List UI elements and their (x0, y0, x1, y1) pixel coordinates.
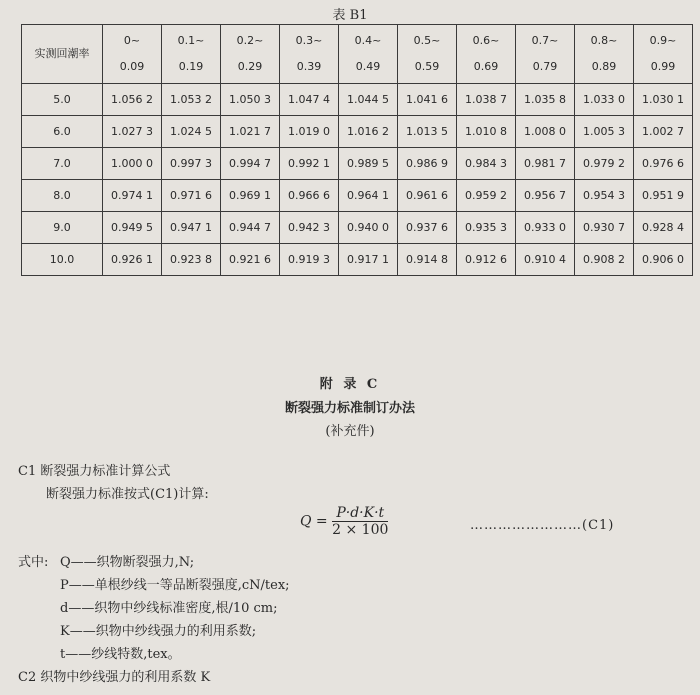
table-cell: 0.923 8 (162, 244, 221, 276)
c1-heading: C1 断裂强力标准计算公式 (18, 464, 171, 479)
table-cell: 1.021 7 (221, 116, 280, 148)
table-cell: 0.919 3 (280, 244, 339, 276)
table-row (22, 244, 693, 276)
table-cell: 1.016 2 (339, 116, 398, 148)
table-cell: 1.033 0 (575, 84, 634, 116)
table-cell: 1.013 5 (398, 116, 457, 148)
table-cell: 0.926 1 (103, 244, 162, 276)
formula-fraction (332, 505, 388, 538)
table-cell: 0.992 1 (280, 148, 339, 180)
table-cell: 0.997 3 (162, 148, 221, 180)
appendix-heading: 附 录 C (319, 377, 381, 392)
table-cell: 1.035 8 (516, 84, 575, 116)
definition-q: Q——织物断裂强力,N; (60, 555, 195, 570)
row-label: 5.0 (22, 84, 103, 116)
header-col-1: 0~ 0.09 (103, 25, 162, 84)
table-row (22, 84, 693, 116)
table-cell: 0.937 6 (398, 212, 457, 244)
table-cell: 0.986 9 (398, 148, 457, 180)
table-cell: 0.966 6 (280, 180, 339, 212)
table-cell: 0.940 0 (339, 212, 398, 244)
table-cell: 0.933 0 (516, 212, 575, 244)
table-cell: 0.912 6 (457, 244, 516, 276)
table-cell: 1.044 5 (339, 84, 398, 116)
appendix-title: 断裂强力标准制订办法 (284, 401, 415, 416)
header-col-9: 0.8~ 0.89 (575, 25, 634, 84)
definition-k: K——织物中纱线强力的利用系数; (60, 624, 257, 639)
table-cell: 0.954 3 (575, 180, 634, 212)
table-cell: 0.971 6 (162, 180, 221, 212)
where-intro: 式中: (18, 555, 49, 570)
row-label: 10.0 (22, 244, 103, 276)
header-col-6: 0.5~ 0.59 (398, 25, 457, 84)
table-cell: 1.047 4 (280, 84, 339, 116)
header-col-8: 0.7~ 0.79 (516, 25, 575, 84)
row-label: 7.0 (22, 148, 103, 180)
table-cell: 1.005 3 (575, 116, 634, 148)
table-cell: 1.038 7 (457, 84, 516, 116)
appendix-note: (补充件) (325, 424, 375, 439)
table-cell: 1.056 2 (103, 84, 162, 116)
table-cell: 0.956 7 (516, 180, 575, 212)
definition-p: P——单根纱线一等品断裂强度,cN/tex; (60, 578, 290, 593)
table-cell: 0.910 4 (516, 244, 575, 276)
header-label: 实测回潮率 (22, 25, 103, 84)
formula-numerator: P·d·K·t (332, 505, 388, 522)
table-cell: 0.908 2 (575, 244, 634, 276)
definition-t: t——纱线特数,tex。 (60, 647, 181, 662)
formula-c1 (300, 505, 388, 538)
table-cell: 1.050 3 (221, 84, 280, 116)
table-cell: 1.000 0 (103, 148, 162, 180)
row-label: 9.0 (22, 212, 103, 244)
table-cell: 0.961 6 (398, 180, 457, 212)
table-cell: 0.921 6 (221, 244, 280, 276)
formula-denominator: 2 × 100 (332, 522, 389, 538)
table-cell: 0.994 7 (221, 148, 280, 180)
table-cell: 1.024 5 (162, 116, 221, 148)
table-cell: 0.917 1 (339, 244, 398, 276)
table-header-row (22, 25, 693, 84)
table-cell: 0.947 1 (162, 212, 221, 244)
header-col-7: 0.6~ 0.69 (457, 25, 516, 84)
table-cell: 0.976 6 (634, 148, 693, 180)
table-cell: 0.959 2 (457, 180, 516, 212)
table-cell: 0.930 7 (575, 212, 634, 244)
table-cell: 0.979 2 (575, 148, 634, 180)
table-cell: 1.002 7 (634, 116, 693, 148)
table-cell: 0.969 1 (221, 180, 280, 212)
table-cell: 0.951 9 (634, 180, 693, 212)
table-row (22, 116, 693, 148)
table-cell: 0.984 3 (457, 148, 516, 180)
table-cell: 1.010 8 (457, 116, 516, 148)
table-row (22, 212, 693, 244)
table-cell: 0.935 3 (457, 212, 516, 244)
definition-d: d——织物中纱线标准密度,根/10 cm; (60, 601, 278, 616)
table-cell: 1.053 2 (162, 84, 221, 116)
table-cell: 1.027 3 (103, 116, 162, 148)
header-col-10: 0.9~ 0.99 (634, 25, 693, 84)
header-col-2: 0.1~ 0.19 (162, 25, 221, 84)
table-cell: 0.944 7 (221, 212, 280, 244)
table-cell: 0.906 0 (634, 244, 693, 276)
c1-text: 断裂强力标准按式(C1)计算: (46, 487, 209, 502)
moisture-table (21, 24, 693, 276)
table-row (22, 180, 693, 212)
formula-lhs: Q = (300, 513, 328, 530)
header-col-4: 0.3~ 0.39 (280, 25, 339, 84)
table-cell: 0.942 3 (280, 212, 339, 244)
header-col-3: 0.2~ 0.29 (221, 25, 280, 84)
row-label: 8.0 (22, 180, 103, 212)
header-col-5: 0.4~ 0.49 (339, 25, 398, 84)
table-cell: 1.030 1 (634, 84, 693, 116)
table-row (22, 148, 693, 180)
table-cell: 0.928 4 (634, 212, 693, 244)
table-cell: 1.019 0 (280, 116, 339, 148)
table-cell: 1.041 6 (398, 84, 457, 116)
table-cell: 0.964 1 (339, 180, 398, 212)
table-cell: 0.974 1 (103, 180, 162, 212)
table-cell: 0.914 8 (398, 244, 457, 276)
table-cell: 1.008 0 (516, 116, 575, 148)
table-title: 表 B1 (332, 8, 368, 23)
formula-reference: ……………………(C1) (470, 518, 615, 533)
row-label: 6.0 (22, 116, 103, 148)
table-cell: 0.981 7 (516, 148, 575, 180)
c2-heading: C2 织物中纱线强力的利用系数 K (18, 670, 211, 685)
table-cell: 0.949 5 (103, 212, 162, 244)
table-cell: 0.989 5 (339, 148, 398, 180)
